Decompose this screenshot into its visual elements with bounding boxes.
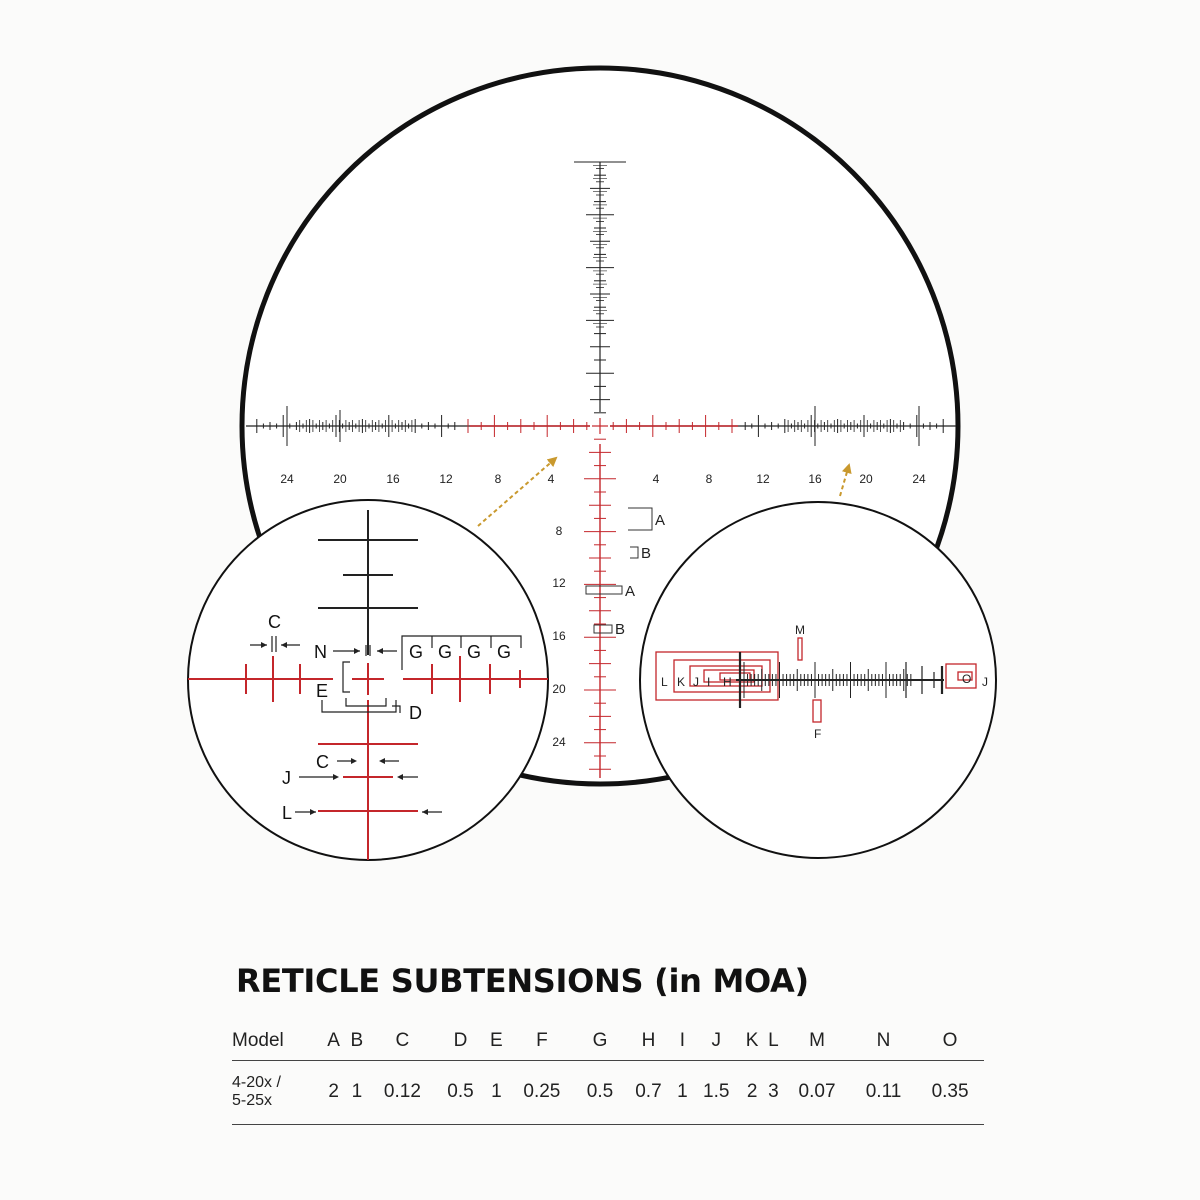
value-cell: 3: [764, 1060, 783, 1124]
label-e: E: [316, 681, 329, 701]
label-j: J: [982, 675, 988, 689]
label-c-top: C: [268, 612, 281, 632]
label-c-bottom: C: [316, 752, 329, 772]
right-inset: [640, 502, 996, 858]
label-m: M: [795, 623, 805, 637]
header-cell: L: [764, 1022, 783, 1060]
model-line: 5-25x: [232, 1092, 273, 1109]
label-i: I: [707, 675, 711, 689]
header-cell: G: [576, 1022, 624, 1060]
label-l: L: [661, 675, 668, 689]
header-cell: N: [851, 1022, 916, 1060]
header-cell: A: [322, 1022, 345, 1060]
label-j: J: [282, 768, 291, 788]
header-cell: Model: [232, 1022, 322, 1060]
value-cell: 1: [345, 1060, 368, 1124]
value-cell: 1: [485, 1060, 508, 1124]
value-cell: 0.35: [916, 1060, 984, 1124]
value-cell: 0.12: [369, 1060, 437, 1124]
h-number: 20: [859, 472, 873, 486]
h-number: 16: [386, 472, 400, 486]
label-k: K: [677, 675, 686, 689]
label-h: H: [723, 675, 732, 689]
label-g: G: [438, 642, 453, 662]
header-cell: H: [624, 1022, 672, 1060]
value-cell: 2: [740, 1060, 763, 1124]
h-number: 16: [808, 472, 822, 486]
main-label-b: B: [615, 621, 626, 638]
v-number: 24: [552, 735, 566, 749]
header-cell: E: [485, 1022, 508, 1060]
left-inset: [180, 500, 552, 860]
label-g: G: [497, 642, 512, 662]
h-number: 8: [494, 472, 502, 486]
h-number: 12: [439, 472, 453, 486]
header-cell: F: [508, 1022, 576, 1060]
h-number: 12: [756, 472, 770, 486]
model-line: 4-20x /: [232, 1074, 281, 1091]
label-g: G: [409, 642, 424, 662]
table-row: [232, 1060, 984, 1124]
label-l: L: [282, 803, 293, 823]
value-cell: 0.5: [576, 1060, 624, 1124]
main-label-a: A: [625, 583, 636, 600]
header-cell: K: [740, 1022, 763, 1060]
value-cell: 2: [322, 1060, 345, 1124]
value-cell: 0.11: [851, 1060, 916, 1124]
table-header-row: [232, 1022, 984, 1060]
subtensions-title: RETICLE SUBTENSIONS (in MOA): [236, 962, 809, 1000]
main-label-a: A: [655, 512, 666, 529]
value-cell: 0.7: [624, 1060, 672, 1124]
h-number: 20: [333, 472, 347, 486]
main-label-b: B: [641, 545, 652, 562]
h-number: 24: [280, 472, 294, 486]
header-cell: D: [436, 1022, 484, 1060]
h-number: 4: [652, 472, 660, 486]
model-cell: [232, 1060, 322, 1124]
header-cell: B: [345, 1022, 368, 1060]
v-number: 12: [552, 576, 566, 590]
label-g: G: [467, 642, 482, 662]
value-cell: 0.25: [508, 1060, 576, 1124]
v-number: 16: [552, 629, 566, 643]
label-f: F: [814, 727, 822, 741]
subtensions-table: [232, 1022, 984, 1125]
value-cell: 0.5: [436, 1060, 484, 1124]
label-d: D: [409, 703, 422, 723]
h-number: 4: [547, 472, 555, 486]
header-cell: C: [369, 1022, 437, 1060]
label-o: O: [962, 672, 972, 686]
label-j: J: [693, 675, 699, 689]
value-cell: 1: [673, 1060, 692, 1124]
header-cell: J: [692, 1022, 740, 1060]
value-cell: 0.07: [783, 1060, 851, 1124]
h-number: 8: [705, 472, 713, 486]
header-cell: M: [783, 1022, 851, 1060]
label-n: N: [314, 642, 327, 662]
value-cell: 1.5: [692, 1060, 740, 1124]
v-number: 20: [552, 682, 566, 696]
header-cell: O: [916, 1022, 984, 1060]
v-number: 8: [555, 524, 563, 538]
h-number: 24: [912, 472, 926, 486]
header-cell: I: [673, 1022, 692, 1060]
